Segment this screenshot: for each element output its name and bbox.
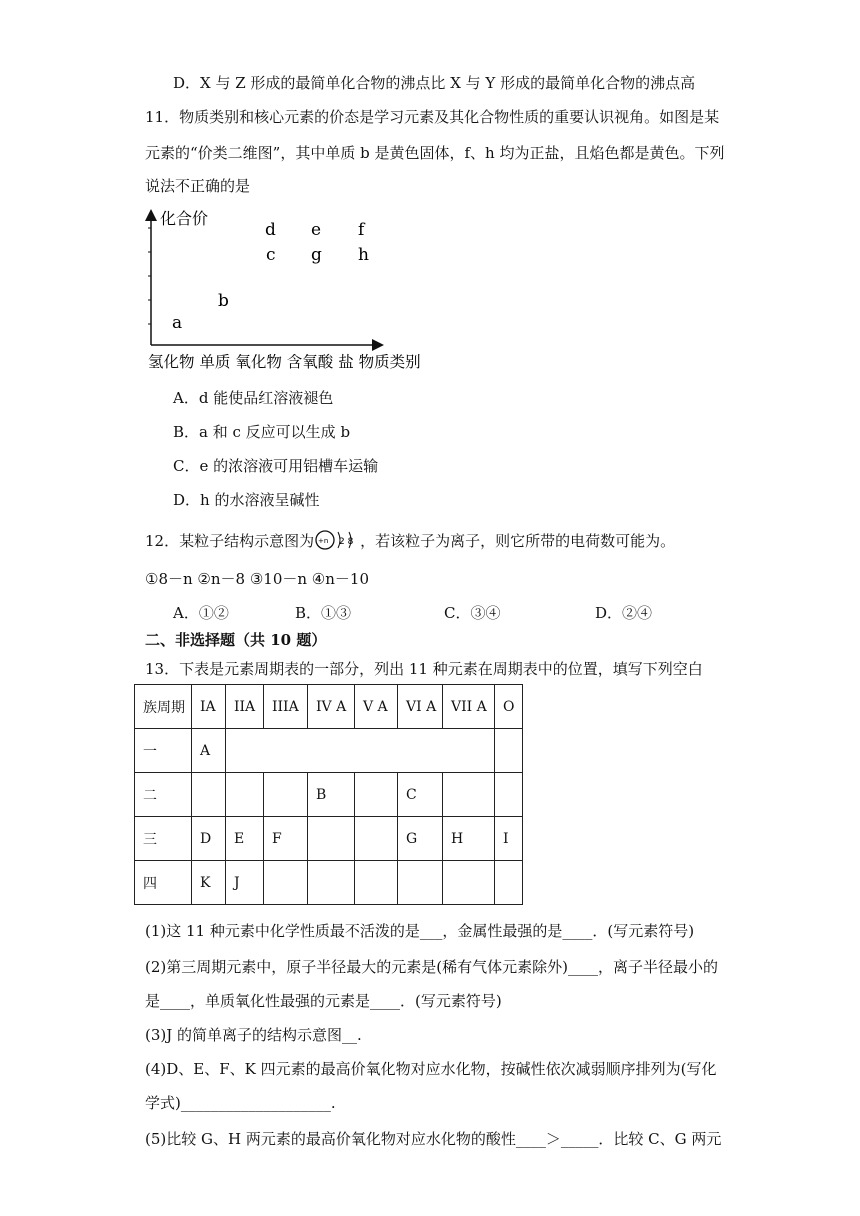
table-cell [443,773,495,817]
q13-part-2b: 是____，单质氧化性最强的元素是____．(写元素符号) [145,992,502,1010]
q12-stem [145,529,675,551]
point-h: h [358,245,369,265]
q12-option-d: D．②④ [595,604,653,622]
electron-shells: 2 8 [339,537,354,547]
table-cell: H [443,817,495,861]
table-cell [355,861,398,905]
q12-option-a: A．①② [173,604,229,622]
periodic-table [134,684,523,905]
q11-line-1: 11．物质类别和核心元素的价态是学习元素及其化合物性质的重要认识视角。如图是某 [145,108,720,126]
q11-option-d: D．h 的水溶液呈碱性 [173,491,320,509]
point-d: d [265,220,276,240]
point-b: b [218,291,229,311]
x-axis-label: 氢化物 单质 氧化物 含氧酸 盐 物质类别 [148,353,421,371]
q13-part-5: (5)比较 G、H 两元素的最高价氧化物对应水化物的酸性____＞_____．比较 C、G 两元 [145,1130,722,1148]
q13-intro: 13．下表是元素周期表的一部分，列出 11 种元素在周期表中的位置，填写下列空白 [145,660,703,678]
table-cell: O [495,685,523,729]
q13-part-1: (1)这 11 种元素中化学性质最不活泼的是___，金属性最强的是____．(写元素符号) [145,922,695,940]
table-cell: IA [192,685,226,729]
q10-option-d: D．X 与 Z 形成的最简单化合物的沸点比 X 与 Y 形成的最简单化合物的沸点高 [173,74,696,92]
table-cell: IV A [308,685,355,729]
section-heading: 二、非选择题（共 10 题） [145,631,327,649]
q13-part-4a: (4)D、E、F、K 四元素的最高价氧化物对应水化物，按碱性依次减弱顺序排列为(写化 [145,1060,717,1078]
point-a: a [172,313,183,333]
y-axis-label: 化合价 [160,209,209,228]
table-cell-merged [226,729,495,773]
table-cell [495,861,523,905]
table-cell: K [192,861,226,905]
table-cell [308,861,355,905]
q13-part-4b: 学式)____________________. [145,1094,336,1112]
valence-class-chart [140,205,470,375]
table-cell: 二 [135,773,192,817]
table-cell [192,773,226,817]
table-cell: IIIA [264,685,308,729]
table-cell: 四 [135,861,192,905]
q12-option-c: C．③④ [444,604,501,622]
table-cell [226,773,264,817]
table-cell: E [226,817,264,861]
table-header-row [135,685,523,729]
table-cell: B [308,773,355,817]
table-cell [308,817,355,861]
table-row [135,861,523,905]
table-cell: V A [355,685,398,729]
table-cell: C [398,773,443,817]
atom-structure-diagram [314,529,360,551]
table-cell: IIA [226,685,264,729]
table-cell: VII A [443,685,495,729]
table-cell [495,729,523,773]
table-cell: 族周期 [135,685,192,729]
table-cell: I [495,817,523,861]
q11-option-a: A．d 能使品红溶液褪色 [173,389,334,407]
table-cell: G [398,817,443,861]
table-cell: VI A [398,685,443,729]
point-g: g [311,245,322,265]
table-row [135,773,523,817]
table-cell: 三 [135,817,192,861]
table-cell: A [192,729,226,773]
q11-option-c: C．e 的浓溶液可用铝槽车运输 [173,457,379,475]
q12-text-before: 12．某粒子结构示意图为 [145,532,315,550]
table-cell: F [264,817,308,861]
q12-option-b: B．①③ [295,604,352,622]
q13-part-2a: (2)第三周期元素中，原子半径最大的元素是(稀有气体元素除外)____，离子半径最小的 [145,958,718,976]
table-cell [355,817,398,861]
table-cell [264,861,308,905]
table-cell [398,861,443,905]
q12-choices: ①8－n ②n－8 ③10－n ④n－10 [145,570,369,588]
point-e: e [311,220,322,240]
table-cell [443,861,495,905]
q13-part-3: (3)J 的简单离子的结构示意图__. [145,1026,362,1044]
q11-line-2: 元素的“价类二维图”，其中单质 b 是黄色固体，f、h 均为正盐，且焰色都是黄色。下列 [145,144,725,162]
q12-text-after: ，若该粒子为离子，则它所带的电荷数可能为。 [360,532,676,550]
table-cell: J [226,861,264,905]
nucleus-charge: +n [318,537,329,545]
table-cell [264,773,308,817]
table-row [135,729,523,773]
table-cell: 一 [135,729,192,773]
q11-option-b: B．a 和 c 反应可以生成 b [173,423,351,441]
q11-line-3: 说法不正确的是 [145,177,251,195]
table-cell [495,773,523,817]
table-cell: D [192,817,226,861]
point-f: f [358,220,365,240]
point-c: c [266,245,276,265]
table-cell [355,773,398,817]
table-row [135,817,523,861]
